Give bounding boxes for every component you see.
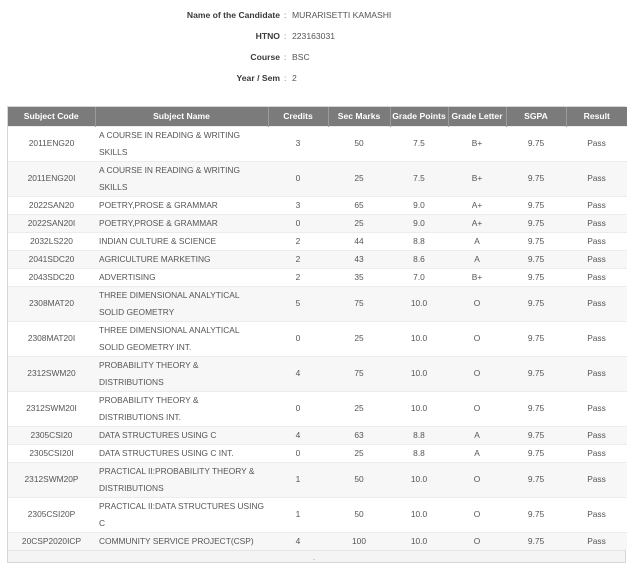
table-row [8,268,627,286]
header-subject-name: Subject Name [95,107,268,126]
cell-grade-points: 7.5 [390,161,448,196]
cell-sgpa: 9.75 [506,391,566,426]
cell-sgpa: 9.75 [506,232,566,250]
cell-subject-code: 2305CSI20 [8,426,95,444]
cell-subject-name: DATA STRUCTURES USING C INT. [95,444,268,462]
table-row [8,214,627,232]
cell-credits: 3 [268,196,328,214]
cell-subject-code: 2312SWM20I [8,391,95,426]
cell-result: Pass [566,321,627,356]
header-grade-letter: Grade Letter [448,107,506,126]
header-sgpa: SGPA [506,107,566,126]
cell-subject-name: INDIAN CULTURE & SCIENCE [95,232,268,250]
cell-grade-points: 8.8 [390,426,448,444]
cell-subject-code: 2305CSI20P [8,497,95,532]
footer-mark: . [313,553,316,562]
cell-sgpa: 9.75 [506,196,566,214]
cell-sec-marks: 35 [328,268,390,286]
cell-sgpa: 9.75 [506,462,566,497]
htno-row [0,31,636,51]
cell-subject-name: POETRY,PROSE & GRAMMAR [95,196,268,214]
cell-grade-letter: O [448,462,506,497]
cell-credits: 2 [268,268,328,286]
cell-sec-marks: 75 [328,356,390,391]
cell-sgpa: 9.75 [506,532,566,550]
cell-grade-letter: A [448,250,506,268]
cell-subject-name: COMMUNITY SERVICE PROJECT(CSP) [95,532,268,550]
cell-subject-name: PROBABILITY THEORY & DISTRIBUTIONS [95,356,268,391]
cell-grade-letter: A [448,426,506,444]
cell-result: Pass [566,126,627,161]
cell-subject-code: 2011ENG20I [8,161,95,196]
results-table [8,107,627,550]
cell-subject-code: 2312SWM20P [8,462,95,497]
cell-sec-marks: 25 [328,444,390,462]
cell-subject-code: 2041SDC20 [8,250,95,268]
candidate-name-row [0,10,636,30]
cell-sec-marks: 100 [328,532,390,550]
cell-grade-letter: A [448,444,506,462]
cell-subject-code: 2308MAT20I [8,321,95,356]
cell-sec-marks: 25 [328,161,390,196]
cell-result: Pass [566,532,627,550]
separator: : [284,52,287,62]
table-header-row [8,107,627,126]
results-table-container [7,106,626,563]
cell-sgpa: 9.75 [506,356,566,391]
cell-subject-name: PRACTICAL II:DATA STRUCTURES USING C [95,497,268,532]
table-row [8,356,627,391]
cell-result: Pass [566,356,627,391]
table-row [8,196,627,214]
cell-grade-points: 10.0 [390,497,448,532]
cell-result: Pass [566,232,627,250]
htno-value: 223163031 [292,31,336,41]
cell-grade-letter: O [448,356,506,391]
cell-grade-letter: O [448,286,506,321]
cell-grade-points: 10.0 [390,286,448,321]
cell-sgpa: 9.75 [506,444,566,462]
cell-subject-name: ADVERTISING [95,268,268,286]
cell-grade-points: 10.0 [390,391,448,426]
table-row [8,497,627,532]
cell-result: Pass [566,214,627,232]
cell-subject-name: PROBABILITY THEORY & DISTRIBUTIONS INT. [95,391,268,426]
separator: : [284,73,287,83]
course-value: BSC [292,52,310,62]
cell-grade-letter: A+ [448,196,506,214]
cell-grade-points: 8.8 [390,232,448,250]
cell-subject-code: 2305CSI20I [8,444,95,462]
cell-result: Pass [566,286,627,321]
table-body [8,126,627,550]
table-row [8,426,627,444]
cell-grade-points: 10.0 [390,462,448,497]
course-row [0,52,636,72]
cell-credits: 2 [268,250,328,268]
cell-credits: 4 [268,356,328,391]
table-row [8,250,627,268]
table-footer [8,550,625,562]
cell-credits: 0 [268,444,328,462]
cell-grade-points: 9.0 [390,196,448,214]
cell-subject-name: PRACTICAL II:PROBABILITY THEORY & DISTRIBUTIONS [95,462,268,497]
cell-credits: 4 [268,426,328,444]
cell-result: Pass [566,250,627,268]
cell-credits: 1 [268,497,328,532]
cell-result: Pass [566,268,627,286]
cell-result: Pass [566,462,627,497]
cell-grade-letter: O [448,321,506,356]
cell-credits: 4 [268,532,328,550]
htno-label: HTNO [255,31,280,41]
cell-credits: 0 [268,214,328,232]
cell-subject-code: 2022SAN20I [8,214,95,232]
cell-subject-name: THREE DIMENSIONAL ANALYTICAL SOLID GEOMETRY INT. [95,321,268,356]
cell-grade-points: 10.0 [390,532,448,550]
cell-grade-points: 8.6 [390,250,448,268]
cell-sec-marks: 63 [328,426,390,444]
cell-result: Pass [566,161,627,196]
cell-grade-points: 8.8 [390,444,448,462]
cell-sec-marks: 50 [328,126,390,161]
cell-sec-marks: 50 [328,497,390,532]
table-row [8,232,627,250]
cell-credits: 0 [268,391,328,426]
cell-grade-letter: O [448,532,506,550]
cell-grade-points: 7.5 [390,126,448,161]
cell-sgpa: 9.75 [506,321,566,356]
table-row [8,444,627,462]
cell-grade-letter: O [448,497,506,532]
cell-sgpa: 9.75 [506,426,566,444]
header-credits: Credits [268,107,328,126]
cell-credits: 3 [268,126,328,161]
cell-credits: 2 [268,232,328,250]
cell-subject-name: AGRICULTURE MARKETING [95,250,268,268]
cell-grade-points: 10.0 [390,321,448,356]
candidate-name-value: MURARISETTI KAMASHI [292,10,392,20]
cell-result: Pass [566,444,627,462]
cell-subject-code: 2032LS220 [8,232,95,250]
header-grade-points: Grade Points [390,107,448,126]
cell-subject-code: 2043SDC20 [8,268,95,286]
cell-sgpa: 9.75 [506,161,566,196]
cell-subject-code: 2312SWM20 [8,356,95,391]
cell-grade-letter: O [448,391,506,426]
course-label: Course [250,52,280,62]
cell-credits: 1 [268,462,328,497]
cell-sec-marks: 44 [328,232,390,250]
cell-grade-letter: B+ [448,268,506,286]
cell-result: Pass [566,426,627,444]
cell-grade-letter: A+ [448,214,506,232]
table-row [8,532,627,550]
cell-credits: 0 [268,321,328,356]
header-result: Result [566,107,627,126]
table-row [8,462,627,497]
cell-subject-code: 2011ENG20 [8,126,95,161]
cell-sec-marks: 25 [328,391,390,426]
cell-subject-code: 2022SAN20 [8,196,95,214]
year-sem-row [0,73,636,93]
cell-sec-marks: 43 [328,250,390,268]
cell-sec-marks: 25 [328,214,390,232]
cell-sec-marks: 65 [328,196,390,214]
cell-credits: 5 [268,286,328,321]
separator: : [284,10,287,20]
cell-subject-name: A COURSE IN READING & WRITING SKILLS [95,126,268,161]
year-sem-value: 2 [292,73,297,83]
cell-sgpa: 9.75 [506,268,566,286]
cell-subject-code: 2308MAT20 [8,286,95,321]
table-row [8,321,627,356]
cell-grade-letter: B+ [448,126,506,161]
cell-grade-points: 10.0 [390,356,448,391]
header-sec-marks: Sec Marks [328,107,390,126]
table-row [8,126,627,161]
cell-grade-letter: A [448,232,506,250]
cell-sec-marks: 25 [328,321,390,356]
cell-grade-points: 7.0 [390,268,448,286]
cell-sgpa: 9.75 [506,497,566,532]
cell-subject-name: THREE DIMENSIONAL ANALYTICAL SOLID GEOMETRY [95,286,268,321]
cell-result: Pass [566,196,627,214]
cell-subject-name: DATA STRUCTURES USING C [95,426,268,444]
cell-credits: 0 [268,161,328,196]
candidate-name-label: Name of the Candidate [186,10,280,20]
cell-sec-marks: 50 [328,462,390,497]
cell-subject-name: A COURSE IN READING & WRITING SKILLS [95,161,268,196]
cell-sgpa: 9.75 [506,250,566,268]
cell-sgpa: 9.75 [506,286,566,321]
table-row [8,161,627,196]
year-sem-label: Year / Sem [236,73,280,83]
cell-sec-marks: 75 [328,286,390,321]
cell-result: Pass [566,391,627,426]
cell-sgpa: 9.75 [506,214,566,232]
cell-subject-name: POETRY,PROSE & GRAMMAR [95,214,268,232]
cell-subject-code: 20CSP2020ICP [8,532,95,550]
cell-result: Pass [566,497,627,532]
header-subject-code: Subject Code [8,107,95,126]
cell-grade-points: 9.0 [390,214,448,232]
cell-grade-letter: B+ [448,161,506,196]
cell-sgpa: 9.75 [506,126,566,161]
table-row [8,286,627,321]
table-row [8,391,627,426]
separator: : [284,31,287,41]
